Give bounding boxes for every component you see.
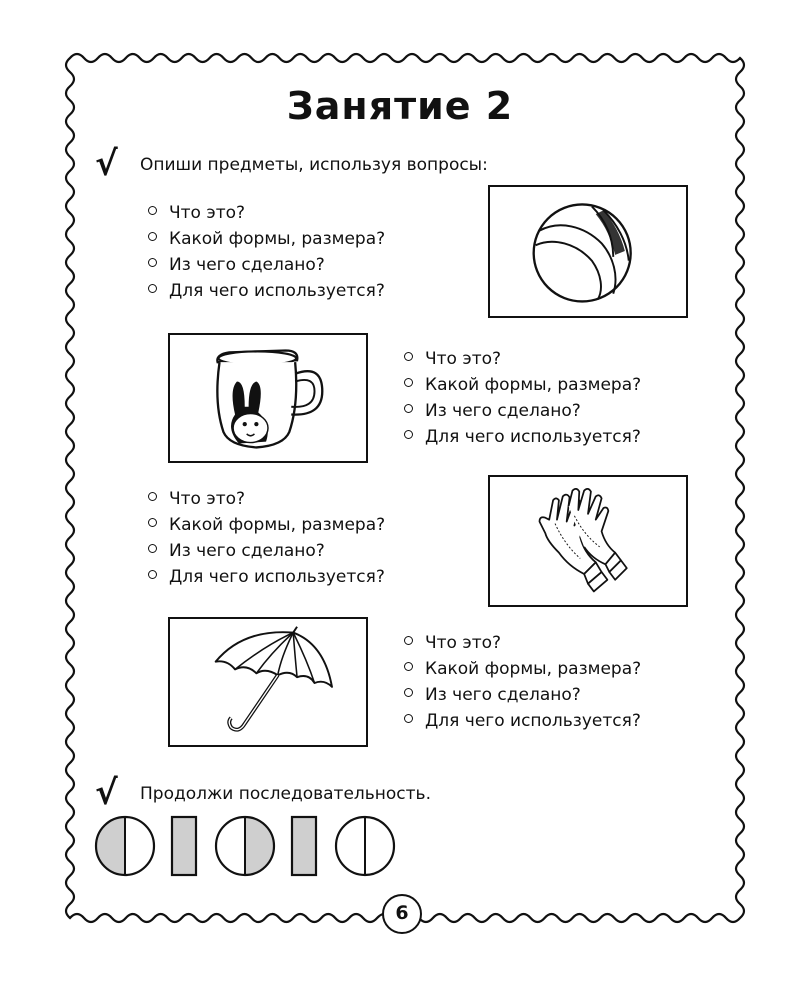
list-item: Какой формы, размера? xyxy=(404,656,641,682)
bullet-icon xyxy=(404,404,413,413)
question-list-2 xyxy=(404,346,641,450)
bullet-icon xyxy=(404,430,413,439)
bullet-icon xyxy=(404,352,413,361)
question-list-4 xyxy=(404,630,641,734)
list-item: Для чего используется? xyxy=(404,424,641,450)
page-title: Занятие 2 xyxy=(286,84,514,128)
bullet-icon xyxy=(404,378,413,387)
bullet-icon xyxy=(148,284,157,293)
check-mark-icon: √ xyxy=(95,773,118,813)
check-mark-icon: √ xyxy=(95,144,118,184)
bullet-icon xyxy=(148,258,157,267)
bullet-icon xyxy=(404,688,413,697)
bullet-icon xyxy=(148,544,157,553)
list-item: Для чего используется? xyxy=(148,564,385,590)
list-item: Для чего используется? xyxy=(404,708,641,734)
question-list-1 xyxy=(148,200,385,304)
list-item: Из чего сделано? xyxy=(148,538,385,564)
page-number: 6 xyxy=(382,894,422,934)
shape-sequence xyxy=(90,812,410,884)
sequence-circle xyxy=(336,817,394,875)
list-item: Из чего сделано? xyxy=(404,682,641,708)
bullet-icon xyxy=(404,714,413,723)
task2-instruction: Продолжи последовательность. xyxy=(140,784,431,804)
list-item: Какой формы, размера? xyxy=(148,512,385,538)
bullet-icon xyxy=(148,206,157,215)
sequence-circle xyxy=(96,817,154,875)
ball-icon xyxy=(490,187,686,316)
question-list-3 xyxy=(148,486,385,590)
list-item: Что это? xyxy=(148,200,385,226)
sequence-circle xyxy=(216,817,274,875)
sequence-rectangle xyxy=(172,817,196,875)
task1-instruction: Опиши предметы, используя вопросы: xyxy=(140,155,488,175)
gloves-picture xyxy=(488,475,688,607)
list-item: Для чего используется? xyxy=(148,278,385,304)
bullet-icon xyxy=(148,570,157,579)
umbrella-icon xyxy=(170,619,366,745)
bullet-icon xyxy=(148,518,157,527)
gloves-icon xyxy=(490,477,686,605)
list-item: Из чего сделано? xyxy=(148,252,385,278)
list-item: Из чего сделано? xyxy=(404,398,641,424)
bullet-icon xyxy=(148,232,157,241)
ball-picture xyxy=(488,185,688,318)
umbrella-picture xyxy=(168,617,368,747)
bullet-icon xyxy=(404,662,413,671)
list-item: Что это? xyxy=(404,346,641,372)
bullet-icon xyxy=(148,492,157,501)
mug-picture xyxy=(168,333,368,463)
bullet-icon xyxy=(404,636,413,645)
list-item: Что это? xyxy=(404,630,641,656)
mug-icon xyxy=(170,335,366,461)
list-item: Какой формы, размера? xyxy=(404,372,641,398)
sequence-rectangle xyxy=(292,817,316,875)
list-item: Какой формы, размера? xyxy=(148,226,385,252)
list-item: Что это? xyxy=(148,486,385,512)
